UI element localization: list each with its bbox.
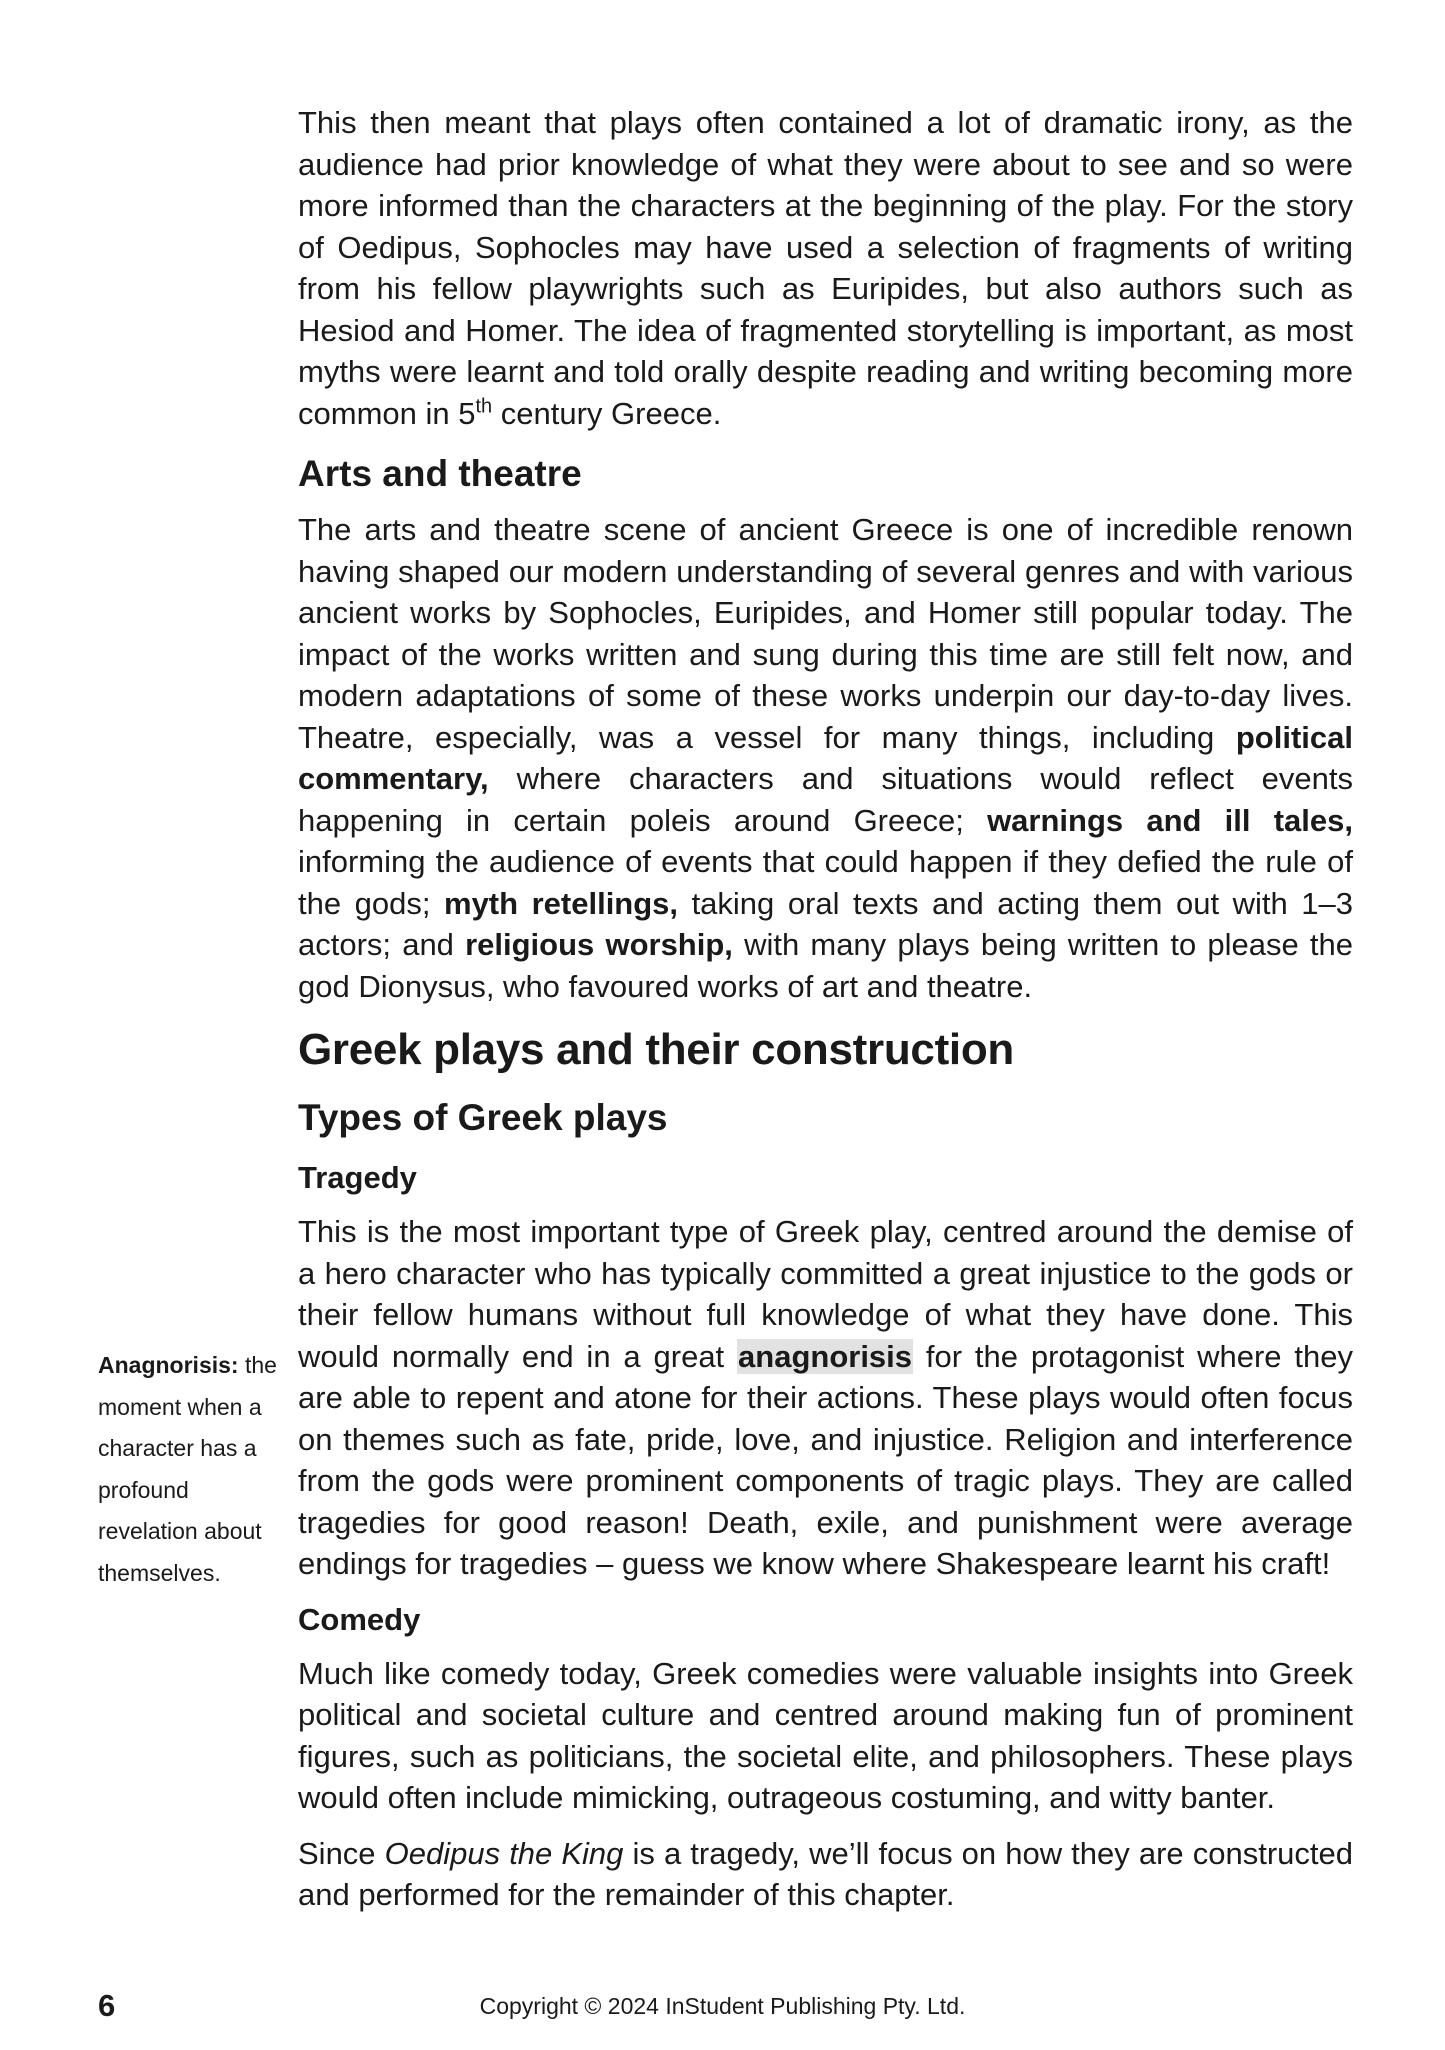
tragedy-heading: Tragedy — [298, 1160, 417, 1195]
arts-text-2: where characters and situations would reflect events happening in certain poleis around Greece; — [298, 761, 1353, 838]
arts-text-4: taking oral texts and acting them out with 1–3 actors; and — [298, 885, 1354, 962]
tragedy-paragraph — [298, 1211, 1353, 1585]
comedy-paragraph: Much like comedy today, Greek comedies were valuable insights into Greek political and societal culture and centred around making fun of prominent figures, such as politicians, the societal elite, and philosophers. These plays would often include mimicking, outrageous costuming, and witty banter. — [298, 1655, 1353, 1815]
arts-text-3: informing the audience of events that could happen if they defied the rule of the gods; — [298, 844, 1353, 921]
comedy-heading: Comedy — [298, 1601, 421, 1637]
tragedy-text-2: for the protagonist where they are able to repent and atone for their actions. These plays would often focus on themes such as fate, pride, love, and injustice. Religion and interference from the gods were prominent components of tragic plays. They are called tragedies for good reason! Death, exile, and punishment were average endings for tragedies – guess we know where Shakespeare learnt his craft! — [298, 1338, 1353, 1581]
page-number: 6 — [98, 1988, 116, 2023]
closing-text-2: is a tragedy, we’ll focus on how they are constructed and performed for the remainder of this chapter. — [298, 1835, 1353, 1912]
bold-term-religious-worship: religious worship, — [465, 927, 733, 962]
closing-paragraph — [298, 1833, 1353, 1916]
arts-heading: Arts and theatre — [298, 453, 582, 494]
intro-text-end: century Greece. — [492, 395, 722, 431]
intro-paragraph — [298, 102, 1353, 434]
intro-text: This then meant that plays often contained a lot of dramatic irony, as the audience had prior knowledge of what they were about to see and so were more informed than the characters at the beginning of the play. For the story of Oedipus, Sophocles may have used a selection of fragments of writing from his fellow playwrights such as Euripides, but also authors such as Hesiod and Homer. The idea of fragmented storytelling is important, as most myths were learnt and told orally despite reading and writing becoming more common in 5 — [298, 105, 1353, 431]
section-heading: Greek plays and their construction — [298, 1025, 1014, 1074]
arts-text-5: with many plays being written to please the god Dionysus, who favoured works of art and theatre. — [298, 927, 1353, 1004]
copyright-notice: Copyright © 2024 InStudent Publishing Pty. Ltd. — [479, 1993, 966, 2019]
bold-term-warnings: warnings and ill tales, — [987, 802, 1353, 838]
glossary-term: Anagnorisis: — [98, 1352, 239, 1378]
glossary-definition: the moment when a character has a profound revelation about themselves. — [98, 1352, 277, 1586]
play-title: Oedipus the King — [384, 1835, 624, 1871]
section-subheading: Types of Greek plays — [298, 1097, 668, 1138]
ordinal-superscript: th — [475, 395, 493, 418]
closing-text-1: Since — [298, 1835, 385, 1871]
main-content — [298, 102, 1353, 1916]
tragedy-text-1: This is the most important type of Greek play, centred around the demise of a hero character who has typically committed a great injustice to the gods or their fellow humans without full knowledge of what they have done. This would normally end in a great — [298, 1214, 1353, 1374]
arts-text-1: The arts and theatre scene of ancient Greece is one of incredible renown having shaped our modern understanding of several genres and with various ancient works by Sophocles, Euripides, and Homer still popular today. The impact of the works written and sung during this time are still felt now, and modern adaptations of some of these works underpin our day-to-day lives. Theatre, especially, was a vessel for many things, including — [298, 512, 1353, 755]
bold-term-myth-retellings: myth retellings, — [444, 885, 679, 921]
highlighted-term-anagnorisis: anagnorisis — [738, 1338, 913, 1374]
arts-paragraph — [298, 509, 1353, 1007]
bold-term-political-commentary: political commentary, — [298, 719, 1353, 796]
margin-glossary-note — [98, 1345, 280, 1594]
